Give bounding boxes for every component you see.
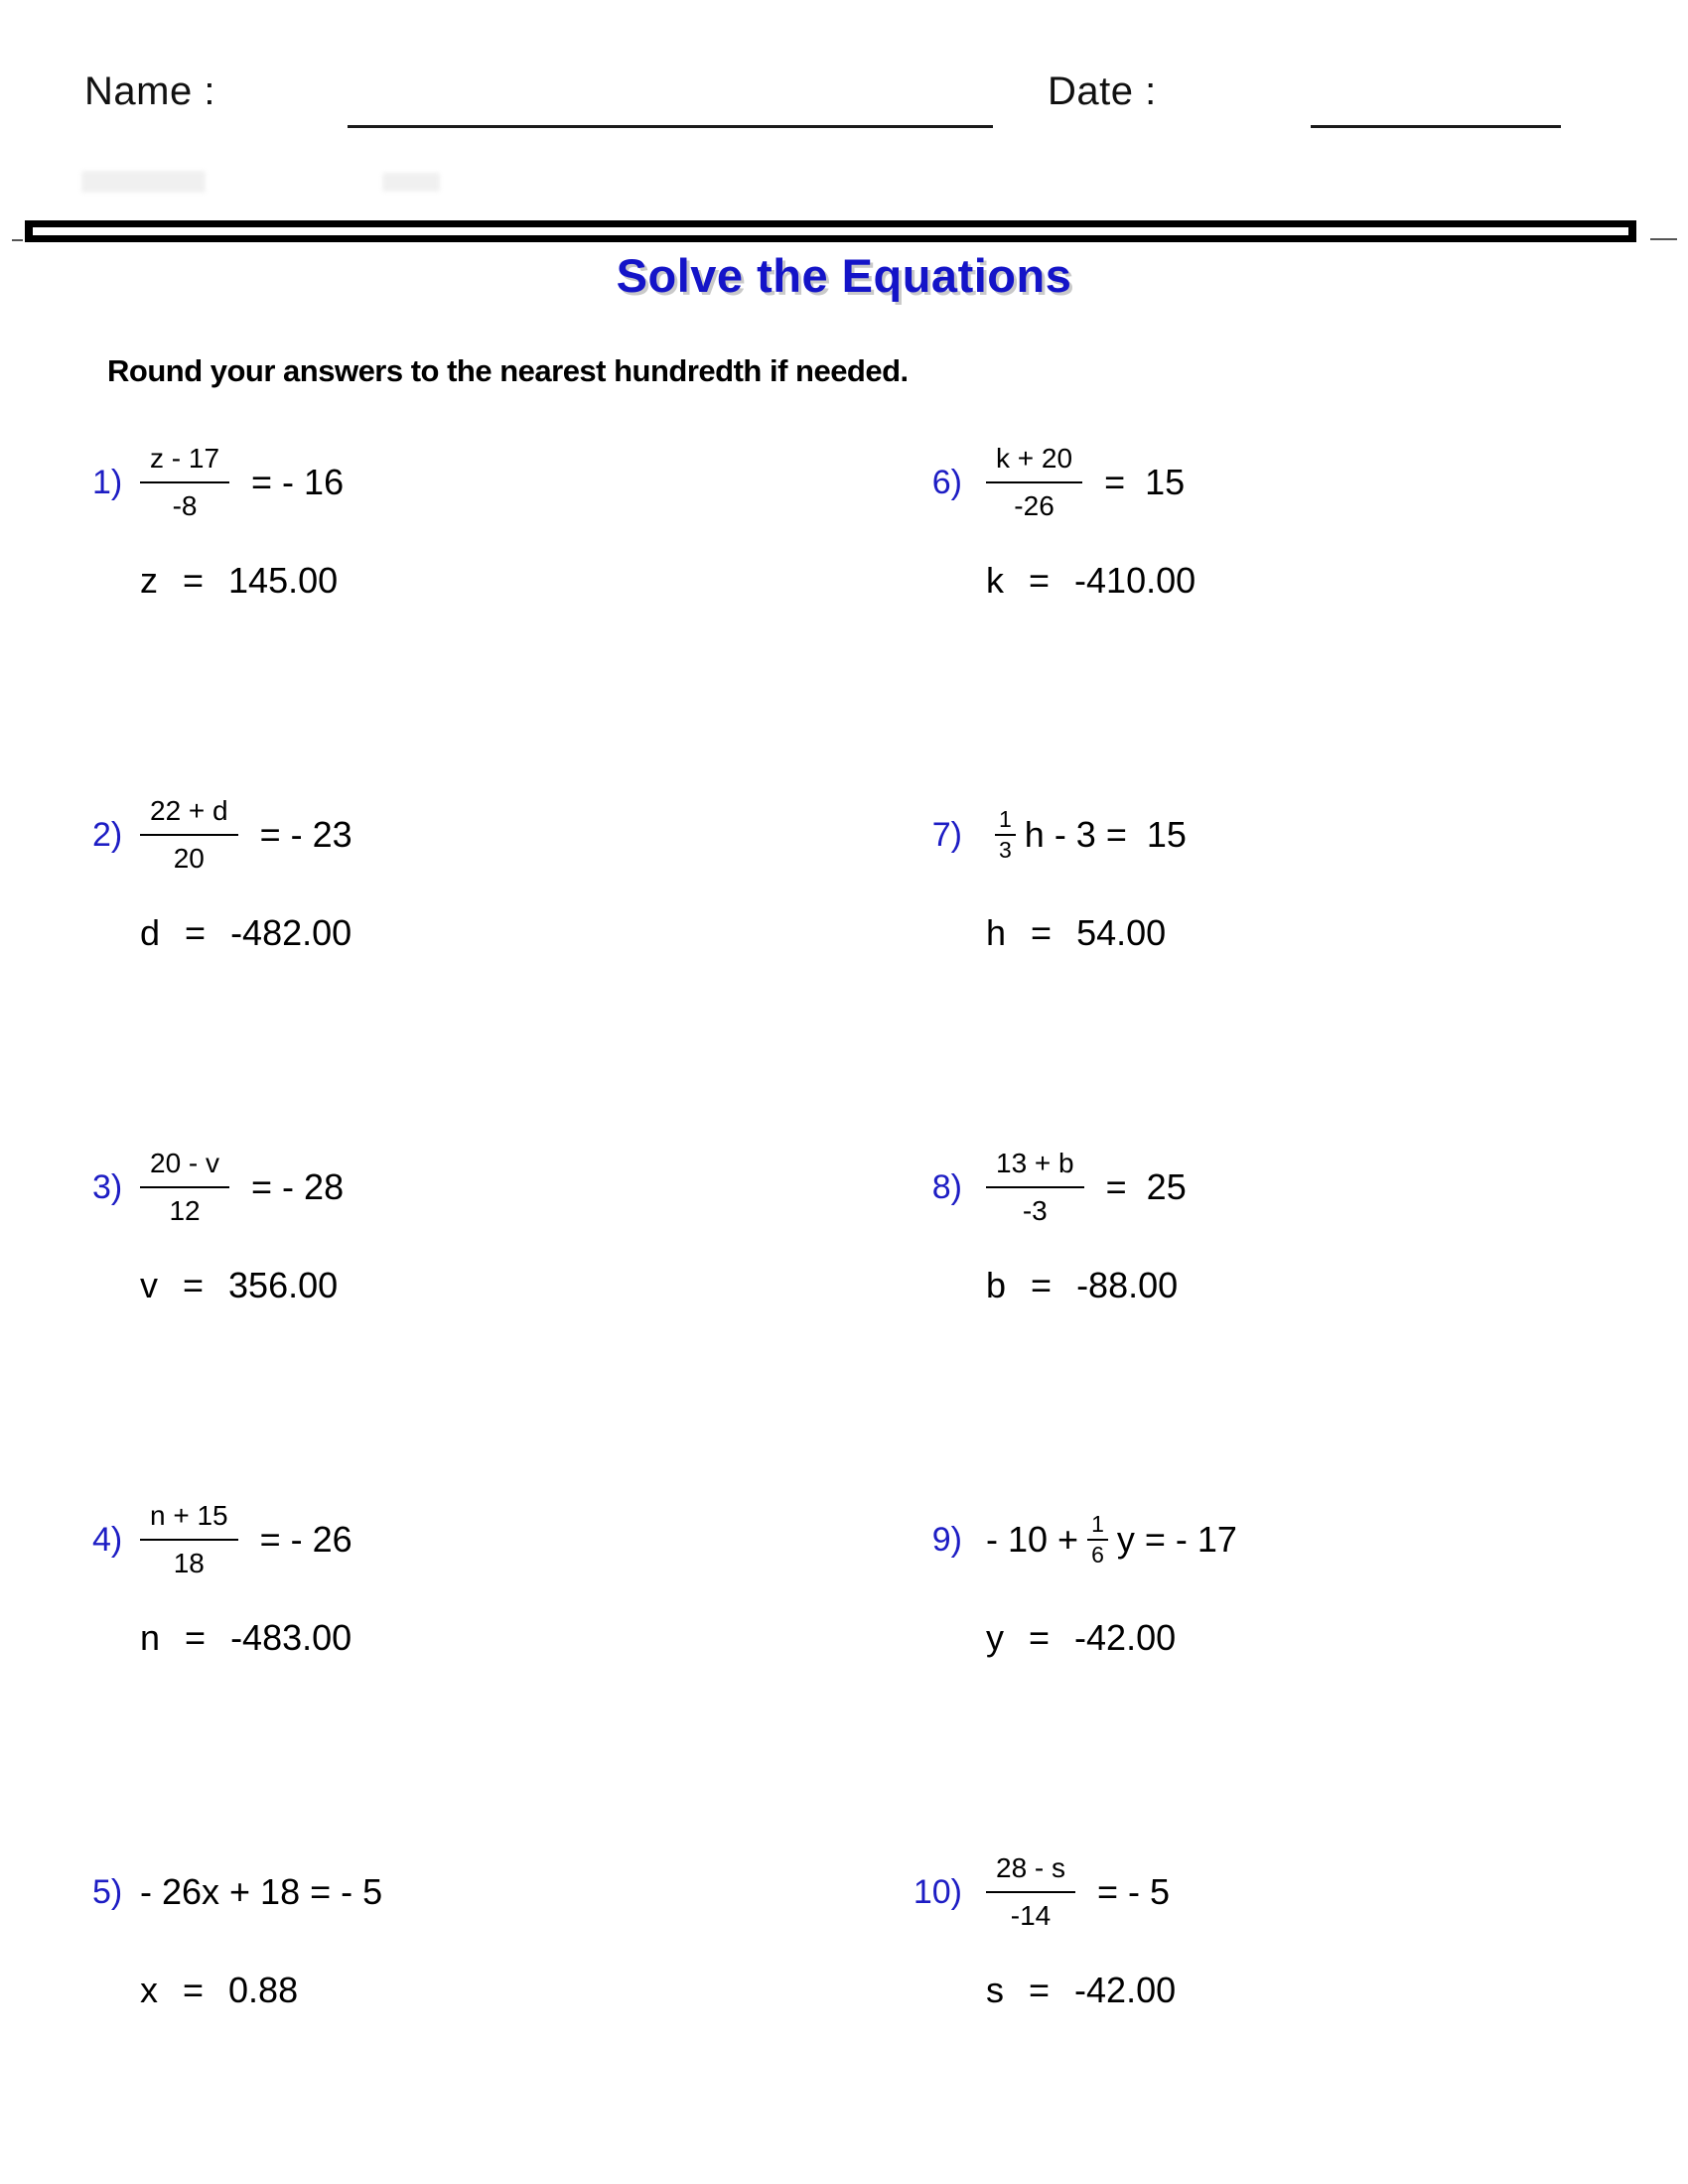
problem-6 xyxy=(911,427,1665,602)
answer-value: -88.00 xyxy=(1076,1265,1179,1305)
answer-equals: = xyxy=(183,1265,205,1305)
problem-8 xyxy=(911,1132,1665,1306)
fraction xyxy=(140,442,229,522)
answer-value: -410.00 xyxy=(1074,560,1196,601)
fraction-denominator: 18 xyxy=(173,1548,205,1578)
equation-line xyxy=(92,779,847,890)
divider-double-rule xyxy=(25,220,1636,242)
equation-line xyxy=(92,1132,847,1243)
problem-10 xyxy=(911,1837,1665,2011)
answer-value: 356.00 xyxy=(228,1265,339,1305)
fraction-numerator: k + 20 xyxy=(986,442,1082,483)
equation-line xyxy=(92,1484,847,1595)
equation-prefix: - 10 + xyxy=(986,1519,1079,1560)
answer-value: 0.88 xyxy=(228,1970,299,2010)
fraction-denominator: 3 xyxy=(999,837,1012,863)
faint-watermark xyxy=(81,171,206,193)
fraction-numerator: 20 - v xyxy=(140,1147,229,1188)
answer-equals: = xyxy=(185,912,207,953)
answer-value: 54.00 xyxy=(1076,912,1167,953)
answer-line xyxy=(986,1617,1665,1659)
fraction-numerator: 1 xyxy=(995,807,1016,836)
page-title: Solve the Equations xyxy=(616,249,1072,302)
fraction-denominator: -8 xyxy=(172,490,198,521)
instruction-text: Round your answers to the nearest hundredth if needed. xyxy=(107,353,909,388)
answer-equals: = xyxy=(183,1970,205,2010)
answer-variable: v xyxy=(140,1265,158,1305)
answer-equals: = xyxy=(1029,1617,1051,1658)
answer-line xyxy=(140,1970,847,2011)
problem-number: 3) xyxy=(92,1167,123,1206)
equation-line xyxy=(92,427,847,538)
equation-rhs: = 25 xyxy=(1105,1166,1187,1207)
answer-equals: = xyxy=(1029,560,1051,601)
equation-rhs: = - 5 xyxy=(1097,1871,1171,1912)
equation-text: - 26x + 18 = - 5 xyxy=(140,1871,383,1912)
problem-number: 2) xyxy=(92,815,123,854)
equation-rhs: = - 23 xyxy=(259,814,352,855)
answer-variable: x xyxy=(140,1970,158,2010)
equation-rhs: = 15 xyxy=(1104,462,1186,502)
problem-9 xyxy=(911,1484,1665,1659)
divider-inner-stripe xyxy=(33,227,1628,235)
fraction-numerator: 13 + b xyxy=(986,1147,1084,1188)
problem-number: 9) xyxy=(931,1520,962,1559)
equation-line xyxy=(911,1484,1665,1595)
equation-line xyxy=(92,1837,847,1948)
problem-number: 5) xyxy=(92,1872,123,1911)
fraction-denominator: 6 xyxy=(1091,1542,1104,1568)
problem-number: 7) xyxy=(931,815,962,854)
fraction-denominator: 20 xyxy=(173,843,205,874)
answer-line xyxy=(986,1265,1665,1306)
divider-left-dash xyxy=(12,239,23,241)
equation-line xyxy=(911,779,1665,890)
equation-line xyxy=(911,1837,1665,1948)
answer-value: -483.00 xyxy=(230,1617,352,1658)
answer-value: -482.00 xyxy=(230,912,352,953)
answer-value: -42.00 xyxy=(1074,1970,1177,2010)
answer-variable: k xyxy=(986,560,1004,601)
answer-line xyxy=(986,912,1665,954)
answer-variable: s xyxy=(986,1970,1004,2010)
date-label: Date : xyxy=(1048,69,1157,113)
fraction xyxy=(986,442,1082,522)
problem-7 xyxy=(911,779,1665,954)
fraction-numerator: z - 17 xyxy=(140,442,229,483)
answer-variable: y xyxy=(986,1617,1004,1658)
problem-number: 4) xyxy=(92,1520,123,1559)
equation-rhs: = - 16 xyxy=(251,462,345,502)
answer-line xyxy=(140,1265,847,1306)
answer-variable: z xyxy=(140,560,158,601)
problem-2 xyxy=(92,779,847,954)
equation-rest: h - 3 = 15 xyxy=(1024,814,1187,855)
problem-4 xyxy=(92,1484,847,1659)
fraction-numerator: 22 + d xyxy=(140,794,238,836)
answer-value: -42.00 xyxy=(1074,1617,1177,1658)
answer-variable: b xyxy=(986,1265,1007,1305)
answer-line xyxy=(140,912,847,954)
fraction-numerator: 28 - s xyxy=(986,1851,1075,1893)
answer-equals: = xyxy=(1031,912,1053,953)
answer-equals: = xyxy=(1031,1265,1053,1305)
problem-3 xyxy=(92,1132,847,1306)
fraction-numerator: n + 15 xyxy=(140,1499,238,1541)
fraction-numerator: 1 xyxy=(1087,1512,1108,1541)
answer-variable: h xyxy=(986,912,1007,953)
problem-number: 10) xyxy=(913,1872,962,1911)
problem-number: 1) xyxy=(92,463,123,501)
coefficient-fraction xyxy=(995,807,1016,864)
answer-variable: n xyxy=(140,1617,161,1658)
answer-equals: = xyxy=(185,1617,207,1658)
answer-equals: = xyxy=(183,560,205,601)
equation-rhs: = - 28 xyxy=(251,1166,345,1207)
equation-rest: y = - 17 xyxy=(1116,1519,1237,1560)
coefficient-fraction xyxy=(1087,1512,1108,1569)
fraction xyxy=(986,1851,1075,1932)
date-blank-line xyxy=(1311,125,1561,128)
equation-rhs: = - 26 xyxy=(259,1519,352,1560)
problem-number: 6) xyxy=(931,463,962,501)
name-blank-line xyxy=(348,125,993,128)
name-label: Name : xyxy=(84,69,215,113)
fraction xyxy=(140,794,238,875)
fraction-denominator: 12 xyxy=(169,1195,201,1226)
equation-line xyxy=(911,1132,1665,1243)
fraction xyxy=(140,1147,229,1227)
faint-watermark xyxy=(382,173,440,192)
fraction-denominator: -14 xyxy=(1010,1900,1052,1931)
answer-value: 145.00 xyxy=(228,560,339,601)
equation-line xyxy=(911,427,1665,538)
problem-5 xyxy=(92,1837,847,2011)
problem-1 xyxy=(92,427,847,602)
answer-line xyxy=(986,1970,1665,2011)
answer-line xyxy=(140,560,847,602)
fraction xyxy=(140,1499,238,1579)
divider-right-dash xyxy=(1650,238,1677,240)
fraction-denominator: -3 xyxy=(1022,1195,1048,1226)
answer-equals: = xyxy=(1029,1970,1051,2010)
answer-line xyxy=(140,1617,847,1659)
answer-variable: d xyxy=(140,912,161,953)
problem-number: 8) xyxy=(931,1167,962,1206)
fraction xyxy=(986,1147,1084,1227)
answer-line xyxy=(986,560,1665,602)
fraction-denominator: -26 xyxy=(1014,490,1055,521)
